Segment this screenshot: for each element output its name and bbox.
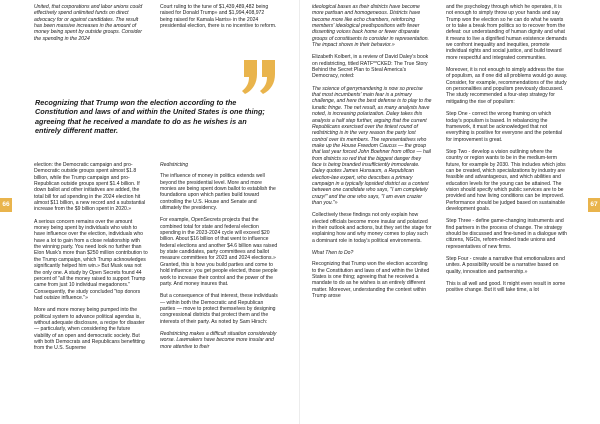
list-item: Step One - correct the wrong framing on which today's populism is based. In rebalancing the framework, it must be acknowledged that not everything is positive for everyone and the potential for improvement is great. bbox=[446, 111, 563, 143]
page-number-left: 66 bbox=[0, 198, 12, 212]
list-item: Step Two - develop a vision outlining where the country or region wants to be in the medium-term future, for example by 2030. This includes which jobs can be created, which specializations by industry are feasible and advantageous, and which abilities and education levels for the young can be attained. The vision should specify which public services are to be provided and how living conditions can be improved. Performance should be judged based on sustainable development goals. bbox=[446, 148, 566, 212]
paragraph: More and more money being pumped into the political system to advance political agendas is, without adequate disclosure, a recipe for disaster — particularly, when considering the future viability of an open and democratic society. But with both Democrats and Republicans benefitting from the U.S. Supreme bbox=[34, 307, 145, 352]
paragraph: A serious concern remains over the amount money being spent by individuals who wish to have influence over the election, individuals who have a lot to gain from a close relationship with the winning party. You need look no further than Elon Musk's more than $250 million contribution to the Trump campaign, which Trump acknowledges significantly helped him win.» But Musk was not the only one. A study by Open Secrets found 44 percent of "all the money raised to support Trump came from just 10 individual megadonors." Consequently, the study concluded "top donors had outsize influence."» bbox=[34, 218, 148, 301]
paragraph: and the psychology through which he operates, it is not enough to simply throw up your hands and say Trump won the election so he can do what he wants or to take a break from politics so to recover from the defeat: our understanding of human dignity and what it means to live a dignified human existence demands we confront inequality and inequities, promote individual rights and social justice, and build toward more respectful and integrated communities. bbox=[446, 4, 567, 61]
block-quote: Redistricting makes a difficult situation considerably worse. Lawmakers have become more insular and more attentive to their bbox=[160, 330, 277, 350]
pull-quote: Recognizing that Trump won the election according to the Constitution and laws of and within the United States is one thing; agreeing that he received a mandate to do as he wishes is an entirely different matter. bbox=[35, 98, 265, 135]
paragraph: Elizabeth Kolbert, in a review of David Daley's book on redistricting, titled RATF**CKED: The True Story Behind the Secret Plan to Steal America's Democracy, noted: bbox=[312, 54, 429, 80]
paragraph: United, that corporations and labor unions could effectively spend unlimited funds on direct advocacy for or against candidates. The result has been massive increases in the amount of money being spent by outside groups. Consider the spending in the 2024 bbox=[34, 4, 143, 42]
left-col1 bbox=[34, 162, 148, 424]
paragraph: Moreover, it is not enough to simply address the rise of populism, as if one did all problems would go away. Consider, for example, recommendations of the study on personalities and populism previously discussed. The study recommended a four-step strategy for mitigating the rise of populism: bbox=[446, 67, 568, 105]
block-quote: The science of gerrymandering is now so precise that most incumbents' main fear is a primary challenge, and here the best defense is to play to the lunatic fringe. The net result, as many analysts have noted, is increasing polarization. Daley takes this analysis a half step further, arguing that the current Republicans exercised over the tiniest round of redistricting is in the very reason the party lost control over its members. The representatives who make up the House Freedom Caucus — the group that last year forced John Boehner from office — hail from districts so red that the biggest danger they face is being branded insufficiently immoderate. Daley quotes James Hunsaum, a Republican election-law expert, who describes a primary campaign in a typically lopsided district as a contest between one candidate who says, "I am completely crazy!" and the one who says, "I am even crazier than you."» bbox=[312, 85, 432, 206]
list-item: Step Three - define game-changing instruments and find partners in the process of change. The strategy should be discussed and fine-tuned in a dialogue with citizens, NGOs, reform-minded trade unions and representatives of new firms. bbox=[446, 218, 567, 250]
left-top-col2 bbox=[160, 4, 278, 44]
paragraph: Collectively these findings not only explain how elected officials become more insular and polarized in their outlook and actions, but they set the stage for explaining how and why money comes to play such a dominant role in today's political environments. bbox=[312, 212, 432, 244]
list-item: Step Four - create a narrative that emotionalizes and unites. A possibility would be a narrative based on quality, innovation and partnership.» bbox=[446, 256, 565, 275]
right-col1 bbox=[312, 4, 432, 424]
paragraph: This is all well and good. It might even result in some positive change. But it will take time, a lot bbox=[446, 281, 566, 294]
paragraph: But a consequence of that interest, these individuals — within both the Democratic and Republican parties — move to protect themselves by designing congressional districts that protect them and the interests of their party. As noted by Sam Hirsch: bbox=[160, 293, 278, 325]
paragraph: Recognizing that Trump won the election according to the Constitution and laws of and within the United States is one thing; agreeing that he received a mandate to do as he wishes is an entirely different matter. Moreover, understanding the context within Trump arose bbox=[312, 261, 430, 300]
paragraph: The influence of money in politics extends well beyond the presidential level. More and more monies are being spent down ballot to establish the foundations upon which parties build toward controlling the U.S. House and Senate and ultimately the presidency. bbox=[160, 173, 276, 212]
quote-mark-icon bbox=[240, 58, 280, 98]
left-col2 bbox=[160, 162, 278, 424]
page-number-right: 67 bbox=[588, 198, 600, 212]
right-col2 bbox=[446, 4, 568, 424]
section-heading: Redistricting bbox=[160, 162, 189, 168]
section-heading: What Then to Do? bbox=[312, 250, 354, 257]
right-page bbox=[300, 0, 600, 424]
left-top-col1 bbox=[34, 4, 146, 44]
block-quote: ideological bases as their districts have become more partisan and homogeneous. Districts have become more like echo chambers, reinforcing members' ideological predispositions with fewer dissenting voices back home or fewer disparate groups of constituents to consider in representation. The impact shows in their behavior.» bbox=[312, 4, 429, 49]
paragraph: For example, OpenSecrets projects that the combined total for state and federal election spending in the 2023-2024 cycle will exceed $20 billion. About $16 billion of that went to influence federal elections and another $4.6 billion was raised by state candidates, party committees and ballot measure committees for 2023 and 2024 elections.» Granted, this is how you build parties and come to hold influence: you get people elected, those people work to increase their control and the power of the party. And money insures that. bbox=[160, 217, 278, 287]
paragraph: Court ruling to the tune of $1,439,489,482 being raised for Donald Trump» and $1,994,408,972 being raised for Kamala Harris» in the 2024 presidential election, there is no incentive to reform. bbox=[160, 4, 277, 30]
paragraph: election: the Democratic campaign and pro-Democratic outside groups spent almost $1.8 billion, while the Trump campaign and pro-Republican outside groups spent $1.4 billion. If down ballot and other initiatives are added, the total bill for ad spending in the 2024 election hit almost $11 billion, a new record and a substantial increase from the $9 billion spent in 2020.» bbox=[34, 162, 146, 213]
